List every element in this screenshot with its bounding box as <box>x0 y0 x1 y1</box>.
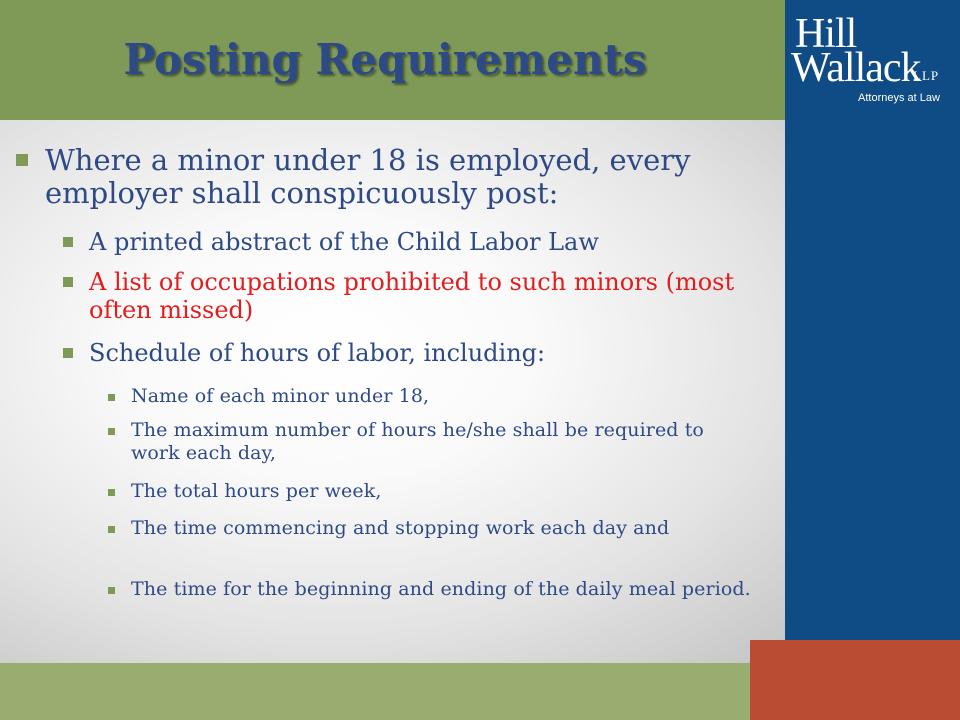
logo-tagline: Attorneys at Law <box>858 92 940 104</box>
list-item: The total hours per week, <box>131 480 382 502</box>
logo-hill: Hill <box>795 11 857 57</box>
bullet-main: Where a minor under 18 is employed, every employer shall conspicuously post: <box>45 143 691 210</box>
list-item: The time for the beginning and ending of the daily meal period. <box>131 578 751 600</box>
bullet-square-icon <box>63 237 73 247</box>
logo-llp: LLP <box>913 68 940 83</box>
bullet-square-icon <box>16 154 28 166</box>
bullet-square-icon <box>108 428 115 435</box>
list-item: Name of each minor under 18, <box>131 385 430 407</box>
footer-band <box>0 663 750 720</box>
bullet-sub-3: Schedule of hours of labor, including: <box>89 339 546 367</box>
accent-block <box>750 640 960 720</box>
bullet-square-icon <box>108 489 115 496</box>
bullet-square-icon <box>108 394 115 401</box>
slide-title: Posting Requirements <box>123 35 647 84</box>
title-bar <box>0 0 785 120</box>
bullet-sub-2: A list of occupations prohibited to such minors (most often missed) <box>89 268 735 324</box>
bullet-square-icon <box>63 277 73 287</box>
list-item: The time commencing and stopping work each day and <box>131 517 670 539</box>
bullet-square-icon <box>63 348 73 358</box>
brand-panel <box>785 0 960 640</box>
bullet-sub-1: A printed abstract of the Child Labor Law <box>89 228 599 256</box>
bullet-square-icon <box>108 526 115 533</box>
list-item: The maximum number of hours he/she shall be required to work each day, <box>131 419 704 464</box>
bullet-square-icon <box>108 587 115 594</box>
logo-wallack: Wallack <box>791 45 921 91</box>
